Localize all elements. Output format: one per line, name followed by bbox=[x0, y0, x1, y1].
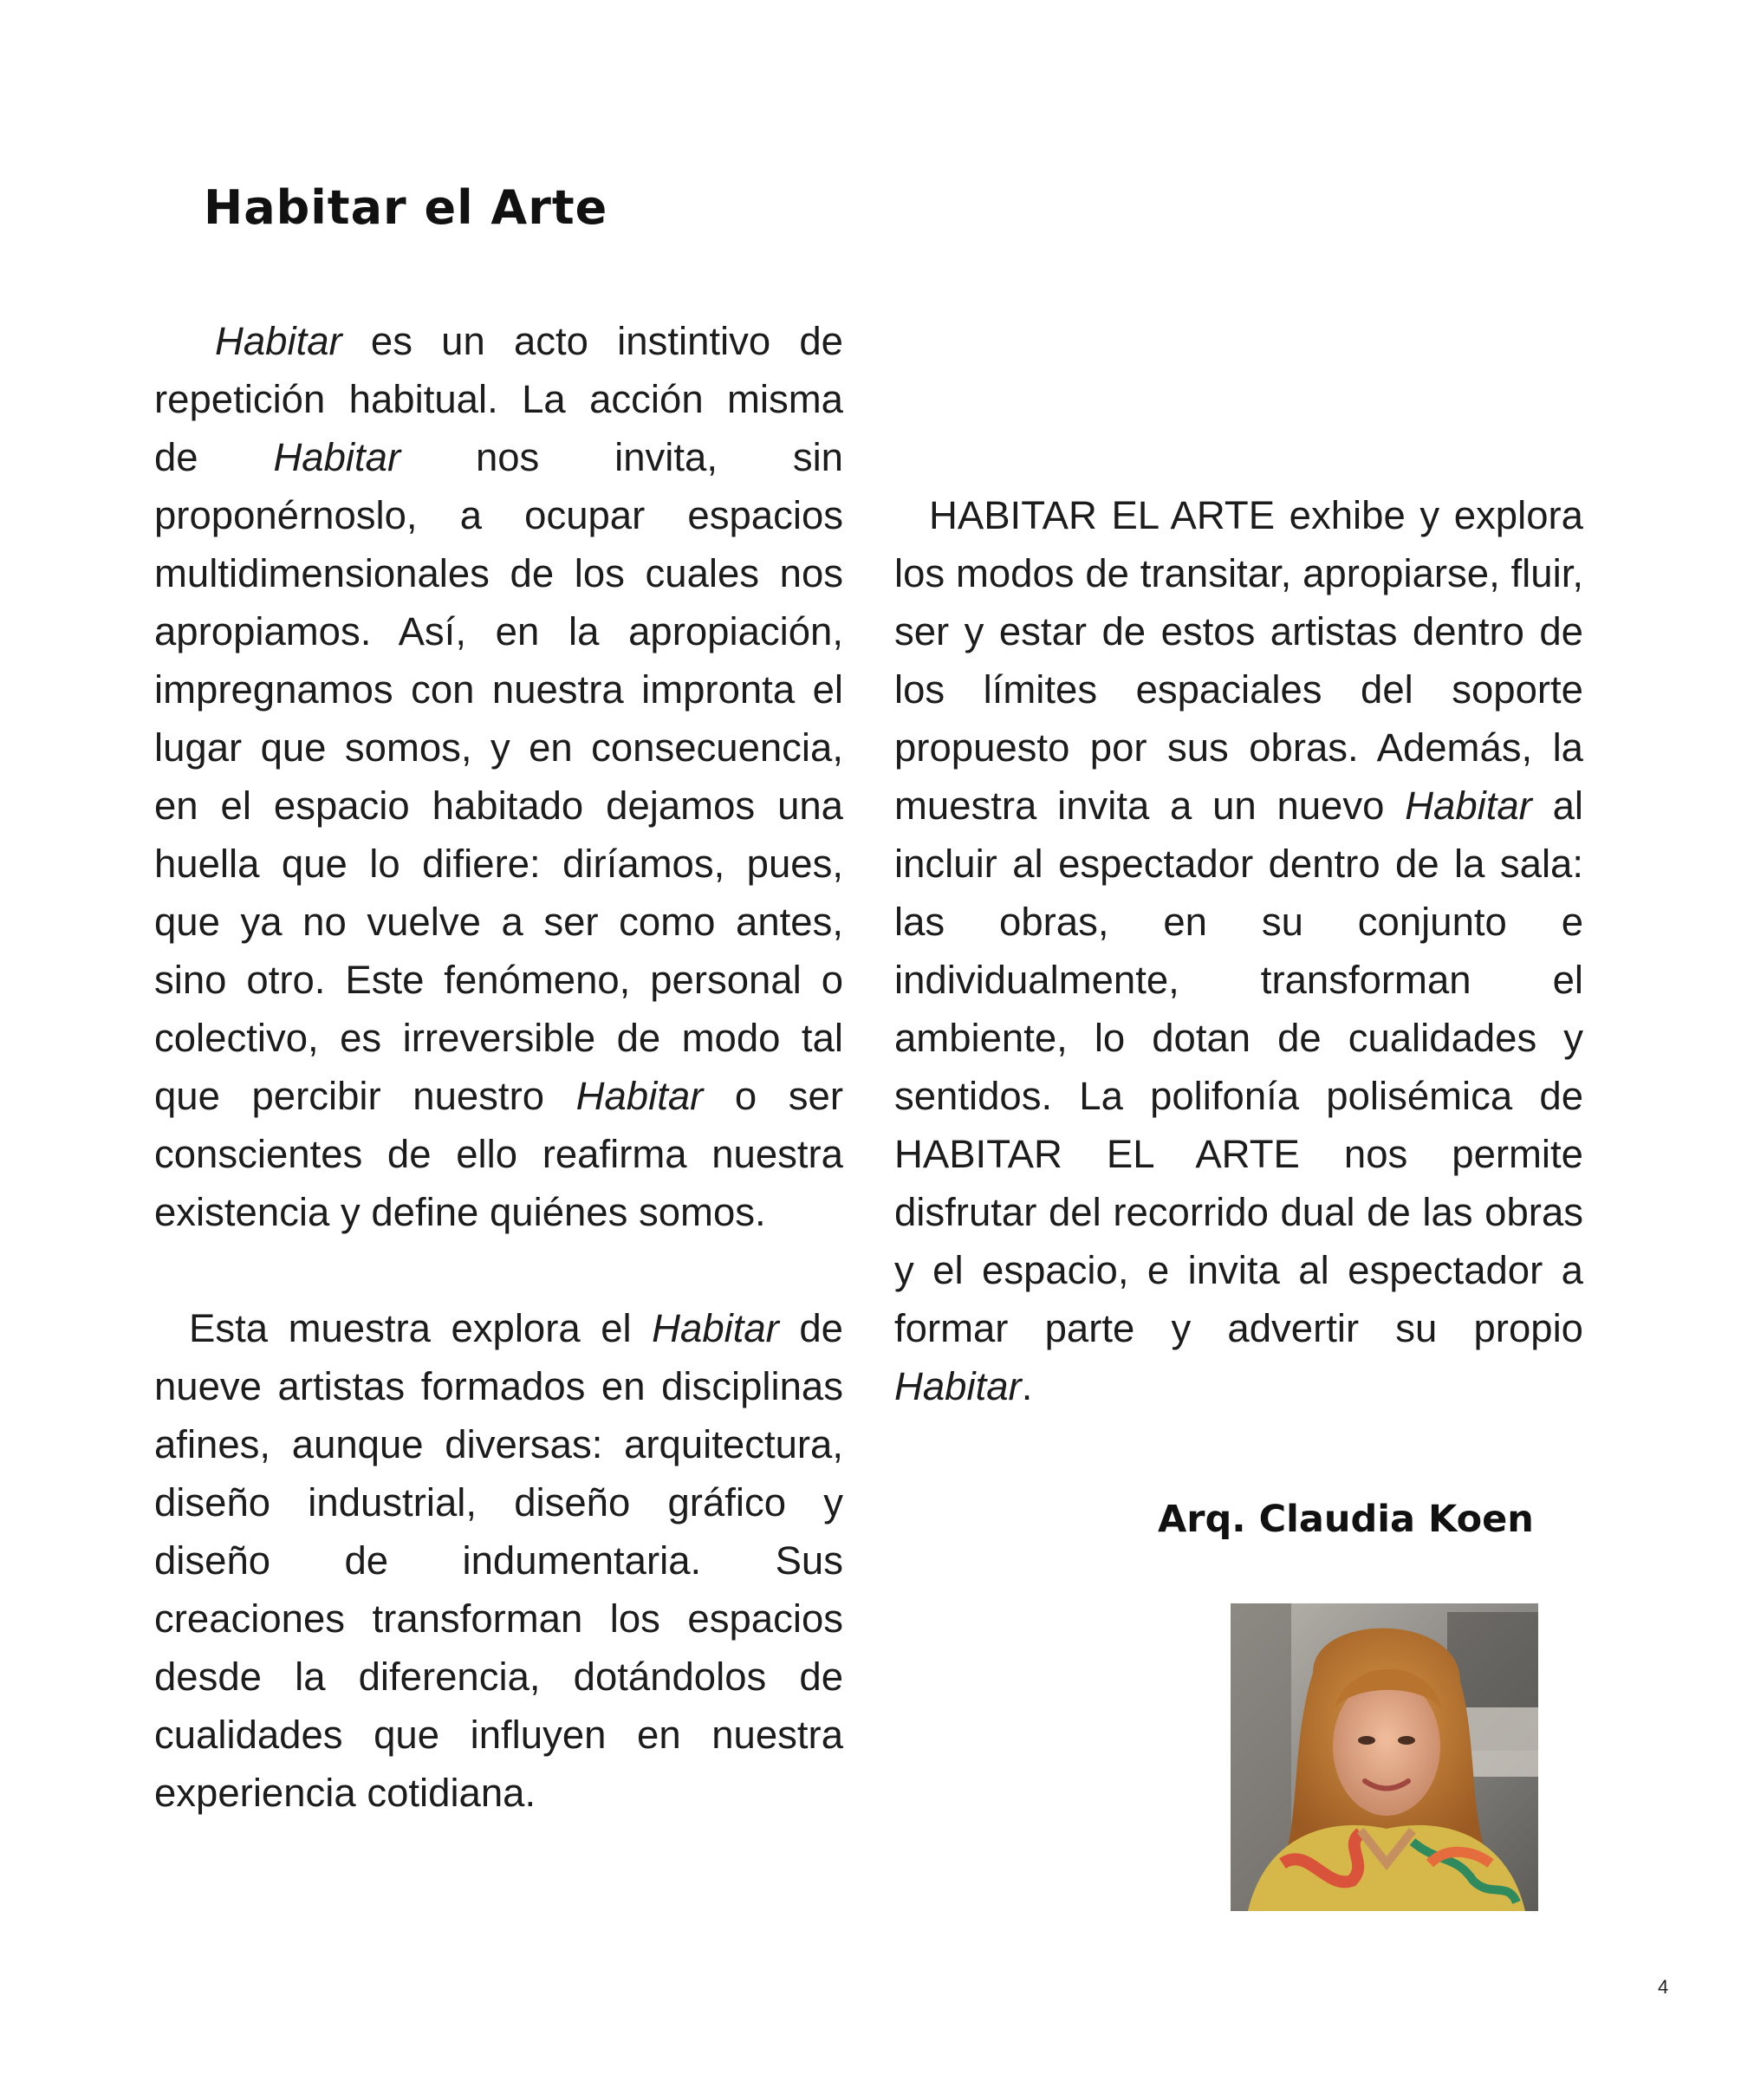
paragraph-text: al incluir al espectador dentro de la sala: las obras, en su conjunto e individualmente, transforman el ambiente, lo dotan de cualidades y sentidos. La polifonía polisémica de HABITAR EL ARTE nos permite disfrutar del recorrido dual de las obras y el espacio, e invita al espectador a formar parte y advertir su propio bbox=[894, 783, 1583, 1350]
italic-habitar: Habitar bbox=[273, 435, 401, 479]
paragraph-muestra bbox=[154, 1299, 843, 1822]
text-column-right bbox=[894, 312, 1583, 1415]
text-column-left bbox=[154, 312, 843, 1822]
page-number: 4 bbox=[1658, 1976, 1669, 1998]
portrait-photo-icon bbox=[1231, 1603, 1538, 1911]
paragraph-habitar-el-arte bbox=[894, 486, 1583, 1415]
paragraph-text: HABITAR EL ARTE exhibe y explora los modos de transitar, apropiarse, fluir, ser y estar de estos artistas dentro de los límites espaciales del soporte propuesto por sus obras. Además, la muestra invita a un nuevo bbox=[894, 493, 1583, 828]
paragraph-text: nos invita, sin proponérnoslo, a ocupar espacios multidimensionales de los cuales nos apropiamos. Así, en la apropiación, impregnamos con nuestra impronta el lugar que somos, y en consecuencia, en el espacio habitado dejamos una huella que lo difiere: diríamos, pues, que ya no vuelve a ser como antes, sino otro. Este fenómeno, personal o colectivo, es irreversible de modo tal que percibir nuestro bbox=[154, 435, 843, 1118]
paragraph-text: . bbox=[1021, 1364, 1033, 1408]
page-title: Habitar el Arte bbox=[204, 180, 608, 235]
author-portrait bbox=[1231, 1603, 1538, 1911]
paragraph-text: es un acto instintivo de repetición habitual. La acción misma de bbox=[154, 319, 843, 479]
paragraph-text: o ser conscientes de ello reafirma nuestra existencia y define quiénes somos. bbox=[154, 1074, 843, 1234]
paragraph-text: Esta muestra explora el bbox=[189, 1306, 653, 1350]
italic-habitar: Habitar bbox=[575, 1074, 704, 1118]
italic-habitar: Habitar bbox=[215, 319, 342, 363]
italic-habitar: Habitar bbox=[894, 1364, 1022, 1408]
italic-habitar: Habitar bbox=[1405, 783, 1532, 828]
author-signature: Arq. Claudia Koen bbox=[1158, 1498, 1534, 1541]
paragraph-text: de nueve artistas formados en disciplinas afines, aunque diversas: arquitectura, diseño industrial, diseño gráfico y diseño de indumentaria. Sus creaciones transforman los espacios desde la diferencia, dotándolos de cualidades que influyen en nuestra experiencia cotidiana. bbox=[154, 1306, 843, 1815]
paragraph-habitar-intro bbox=[154, 312, 843, 1241]
italic-habitar: Habitar bbox=[652, 1306, 779, 1350]
